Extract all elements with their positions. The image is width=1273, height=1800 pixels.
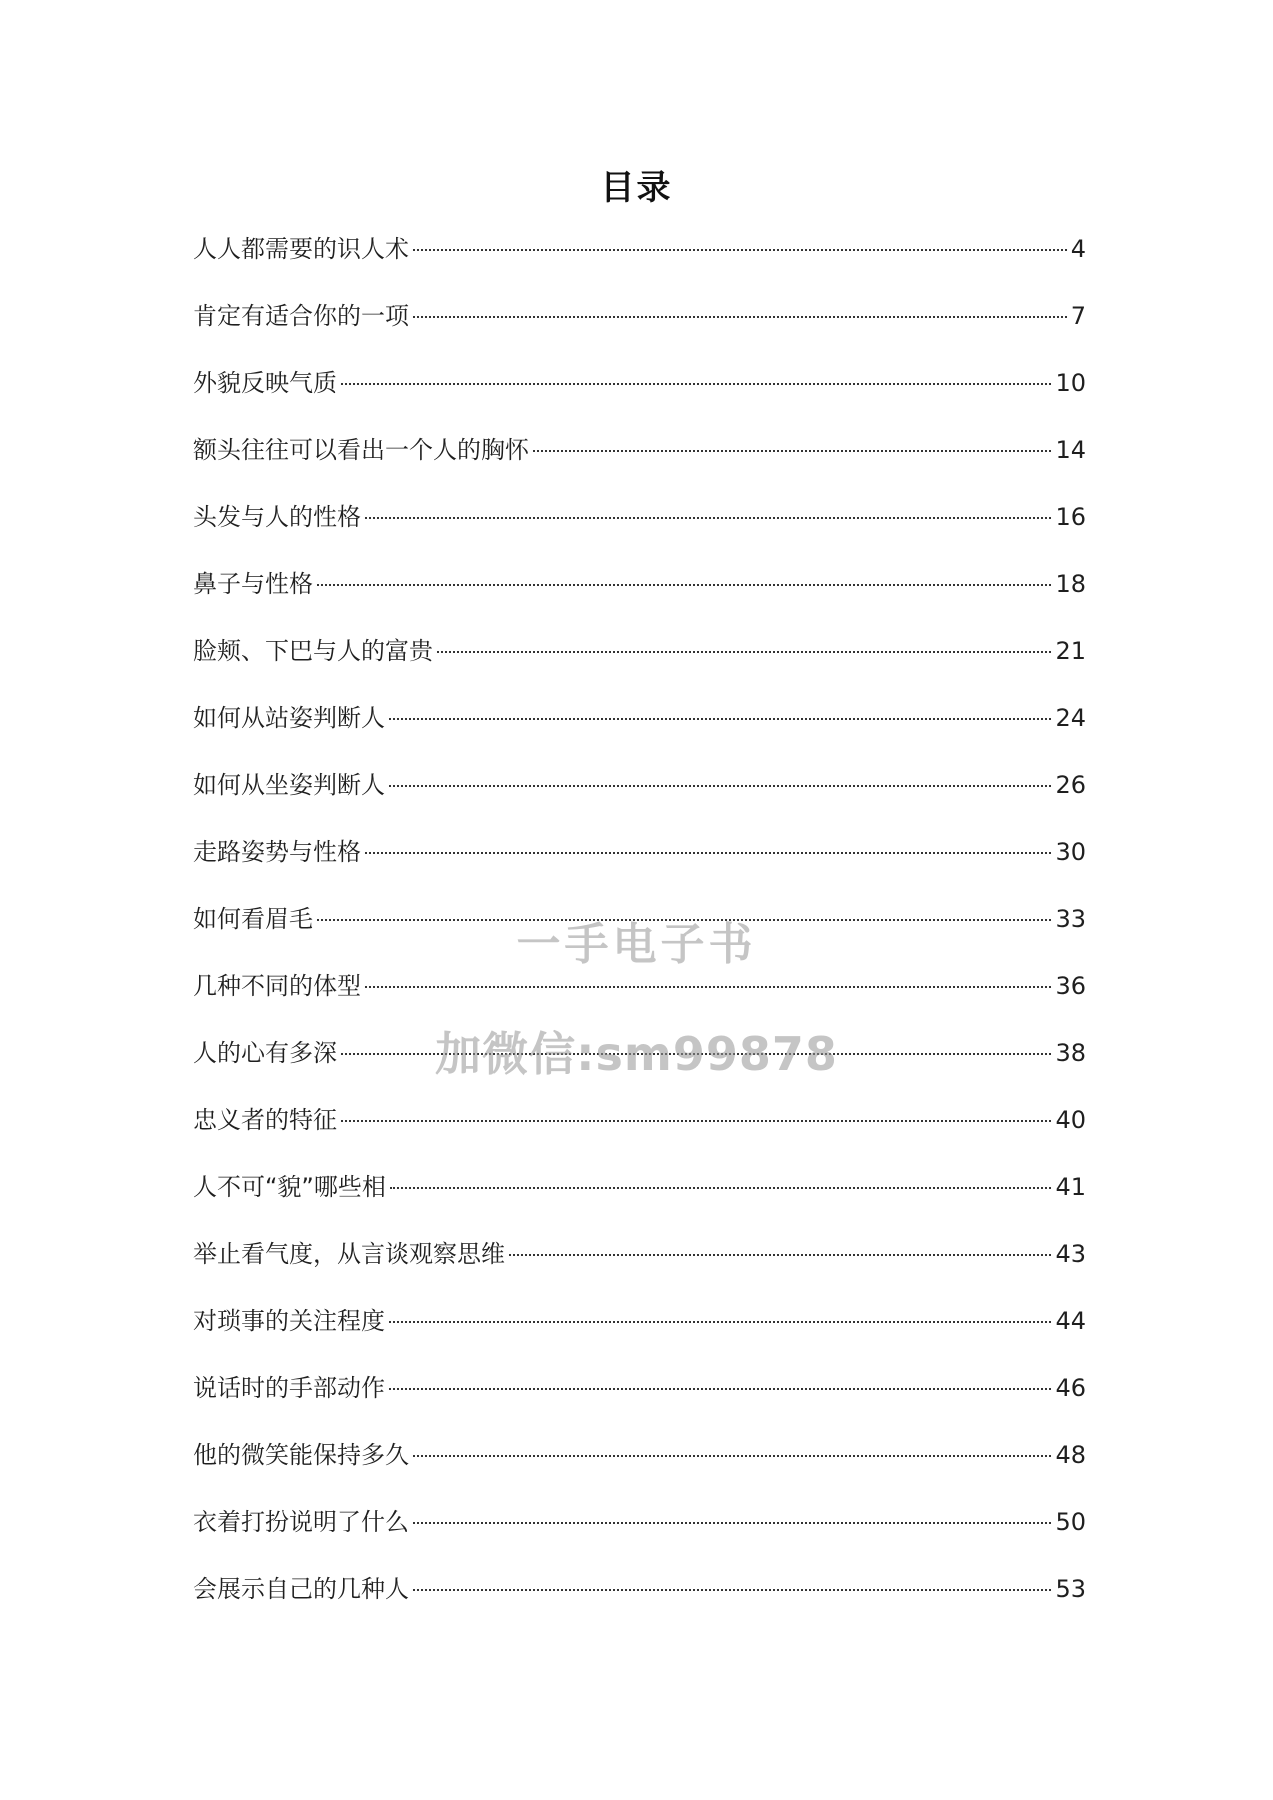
- dot-leader: [509, 1254, 1051, 1256]
- toc-entry-label: 走路姿势与性格: [193, 838, 361, 866]
- toc-entry-page: 43: [1055, 1240, 1086, 1268]
- toc-entry-label: 对琐事的关注程度: [193, 1307, 385, 1335]
- toc-entry-page: 14: [1055, 436, 1086, 464]
- toc-entry[interactable]: [193, 1237, 1086, 1304]
- toc-entry-label: 忠义者的特征: [193, 1106, 337, 1134]
- toc-entry-label: 人不可“貌”哪些相: [193, 1173, 386, 1201]
- toc-entry[interactable]: [193, 232, 1086, 299]
- dot-leader: [437, 651, 1051, 653]
- toc-entry-label: 鼻子与性格: [193, 570, 313, 598]
- toc-entry-label: 额头往往可以看出一个人的胸怀: [193, 436, 529, 464]
- dot-leader: [389, 785, 1051, 787]
- toc-entry-page: 26: [1055, 771, 1086, 799]
- dot-leader: [389, 1388, 1051, 1390]
- toc-entry-page: 24: [1055, 704, 1086, 732]
- dot-leader: [389, 1321, 1051, 1323]
- toc-entry[interactable]: [193, 634, 1086, 701]
- toc-entry-page: 46: [1055, 1374, 1086, 1402]
- toc-entry-label: 他的微笑能保持多久: [193, 1441, 409, 1469]
- toc-entry-page: 50: [1055, 1508, 1086, 1536]
- toc-entry[interactable]: [193, 299, 1086, 366]
- dot-leader: [390, 1187, 1052, 1189]
- dot-leader: [413, 316, 1067, 318]
- toc-entry-label: 外貌反映气质: [193, 369, 337, 397]
- toc-entry-label: 如何看眉毛: [193, 905, 313, 933]
- toc-entry-page: 21: [1055, 637, 1086, 665]
- toc-entry-label: 肯定有适合你的一项: [193, 302, 409, 330]
- dot-leader: [317, 919, 1051, 921]
- toc-entry-page: 41: [1055, 1173, 1086, 1201]
- toc-entry-page: 44: [1055, 1307, 1086, 1335]
- toc-entry-page: 48: [1055, 1441, 1086, 1469]
- dot-leader: [413, 1522, 1051, 1524]
- toc-entry-label: 人人都需要的识人术: [193, 235, 409, 263]
- toc-entry-label: 几种不同的体型: [193, 972, 361, 1000]
- dot-leader: [317, 584, 1051, 586]
- toc-entry-label: 会展示自己的几种人: [193, 1575, 409, 1603]
- page-title: 目录: [600, 168, 673, 208]
- watermark-line-2: 加微信:sm99878: [435, 1027, 838, 1081]
- dot-leader: [365, 852, 1051, 854]
- toc-entry[interactable]: [193, 1572, 1086, 1639]
- dot-leader: [365, 986, 1051, 988]
- watermark-line-1: 一手电子书: [516, 919, 757, 970]
- toc-entry[interactable]: [193, 1438, 1086, 1505]
- dot-leader: [413, 1455, 1051, 1457]
- toc-entry[interactable]: [193, 1371, 1086, 1438]
- toc-entry[interactable]: [193, 433, 1086, 500]
- table-of-contents: [193, 232, 1086, 1639]
- dot-leader: [413, 249, 1067, 251]
- toc-entry[interactable]: [193, 366, 1086, 433]
- toc-entry[interactable]: [193, 701, 1086, 768]
- toc-entry[interactable]: [193, 1103, 1086, 1170]
- toc-entry-label: 人的心有多深: [193, 1039, 337, 1067]
- toc-entry-page: 36: [1055, 972, 1086, 1000]
- toc-entry-label: 脸颊、下巴与人的富贵: [193, 637, 433, 665]
- toc-entry[interactable]: [193, 1304, 1086, 1371]
- toc-entry-page: 38: [1055, 1039, 1086, 1067]
- toc-entry-page: 7: [1070, 302, 1086, 330]
- toc-entry[interactable]: [193, 1036, 1086, 1103]
- dot-leader: [533, 450, 1051, 452]
- dot-leader: [413, 1589, 1051, 1591]
- toc-entry-page: 53: [1055, 1575, 1086, 1603]
- toc-entry[interactable]: [193, 567, 1086, 634]
- toc-entry-label: 衣着打扮说明了什么: [193, 1508, 409, 1536]
- toc-entry-label: 如何从坐姿判断人: [193, 771, 385, 799]
- toc-entry-page: 40: [1055, 1106, 1086, 1134]
- toc-entry-page: 18: [1055, 570, 1086, 598]
- dot-leader: [365, 517, 1051, 519]
- toc-entry[interactable]: [193, 500, 1086, 567]
- toc-entry-label: 说话时的手部动作: [193, 1374, 385, 1402]
- toc-entry-label: 头发与人的性格: [193, 503, 361, 531]
- dot-leader: [341, 383, 1051, 385]
- toc-entry[interactable]: [193, 1505, 1086, 1572]
- toc-entry-label: 如何从站姿判断人: [193, 704, 385, 732]
- toc-entry-page: 4: [1070, 235, 1086, 263]
- toc-entry-page: 30: [1055, 838, 1086, 866]
- toc-entry-label: 举止看气度，从言谈观察思维: [193, 1240, 505, 1268]
- toc-entry[interactable]: [193, 1170, 1086, 1237]
- toc-entry-page: 10: [1055, 369, 1086, 397]
- toc-entry[interactable]: [193, 969, 1086, 1036]
- dot-leader: [341, 1053, 1051, 1055]
- dot-leader: [389, 718, 1051, 720]
- dot-leader: [341, 1120, 1051, 1122]
- toc-entry[interactable]: [193, 902, 1086, 969]
- toc-entry[interactable]: [193, 835, 1086, 902]
- toc-entry[interactable]: [193, 768, 1086, 835]
- toc-entry-page: 16: [1055, 503, 1086, 531]
- toc-entry-page: 33: [1055, 905, 1086, 933]
